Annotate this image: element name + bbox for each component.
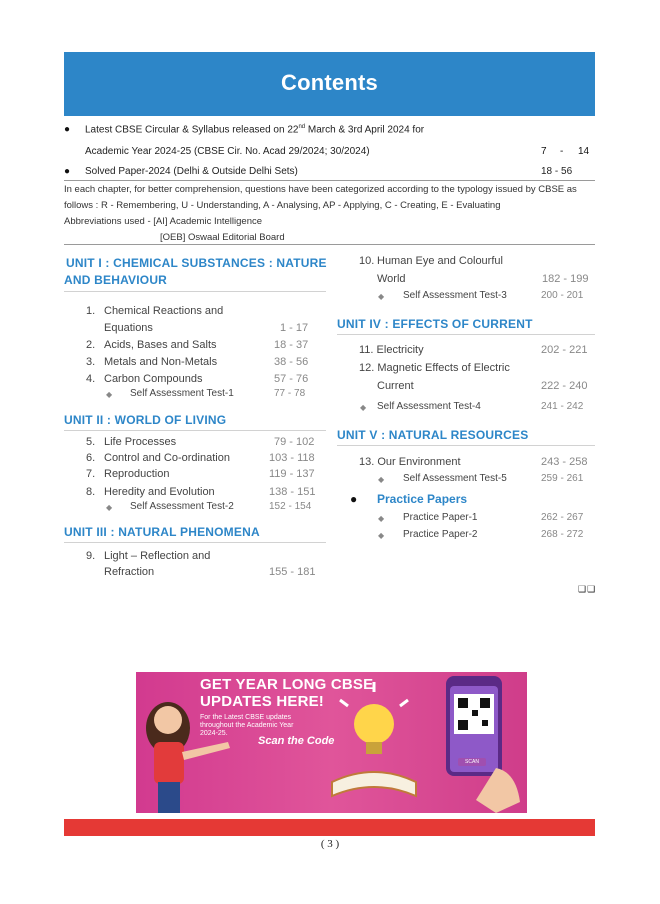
divider [64,180,595,181]
unit-rule [337,445,595,446]
chapter-10-title-line1: Human Eye and Colourful [377,255,503,267]
chapter-9-pages: 155 - 181 [269,566,316,578]
page-title: Contents [281,70,378,95]
chapter-1-pages: 1 - 17 [280,322,309,334]
chapter-9-title-line1: Light – Reflection and [104,550,211,562]
chapter-2-title: Acids, Bases and Salts [104,339,217,351]
practice-papers-heading: Practice Papers [377,492,468,506]
bullet-icon: ● [64,124,71,135]
self-assessment-test-2: Self Assessment Test-2 [130,501,234,512]
unit-4-heading: UNIT IV : EFFECTS OF CURRENT [337,317,533,331]
chapter-6-title: Control and Co-ordination [104,452,230,464]
self-assessment-test-2-pages: 152 - 154 [269,501,312,512]
self-assessment-test-5: Self Assessment Test-5 [403,473,507,484]
practice-paper-2-pages: 268 - 272 [541,529,584,540]
diamond-icon: ◆ [378,531,385,540]
chapter-11-title: 11. Electricity [359,344,424,356]
chapter-1-title-line1: Chemical Reactions and [104,305,224,317]
chapter-13-title: 13. Our Environment [359,456,461,468]
self-assessment-test-1-pages: 77 - 78 [274,388,306,399]
practice-paper-2: Practice Paper-2 [403,529,478,540]
circular-line-1: Latest CBSE Circular & Syllabus released on 22nd March & 3rd April 2024 for [85,124,425,136]
chapter-number: 2. [86,339,96,351]
chapter-6-pages: 103 - 118 [269,452,315,464]
page-number: ( 3 ) [320,838,340,850]
chapter-10-pages: 182 - 199 [542,273,589,285]
typology-note: In each chapter, for better comprehension, questions have been categorized according to the typology issued by CBSE as follows : R - Remembering, U - Understanding, A - Analysing, AP - Applying, C - Creating, E - Evaluating [64,184,577,211]
self-assessment-test-1: Self Assessment Test-1 [130,388,234,399]
diamond-icon: ◆ [378,292,385,301]
chapter-number: 4. [86,373,96,385]
unit-1-heading-line2: AND BEHAVIOUR [64,273,168,287]
chapter-8-title: Heredity and Evolution [104,486,215,498]
unit-rule [64,430,326,431]
bullet-icon: ● [64,166,71,177]
chapter-10-title-line2: World [377,273,406,285]
chapter-4-pages: 57 - 76 [274,373,309,385]
circular-page-dash: - [560,146,564,157]
unit-rule [64,542,326,543]
unit-3-heading: UNIT III : NATURAL PHENOMENA [64,525,260,539]
bullet-icon: ● [350,492,358,506]
chapter-12-title-line1: 12. Magnetic Effects of Electric [359,362,510,374]
diamond-icon: ◆ [106,503,113,512]
chapter-number: 5. [86,436,96,448]
oeb-line: [OEB] Oswaal Editorial Board [160,232,285,243]
chapter-number: 10. [359,255,375,267]
chapter-3-title: Metals and Non-Metals [104,356,218,368]
circular-page-end: 14 [578,146,590,157]
diamond-icon: ◆ [360,403,367,412]
chapter-7-title: Reproduction [104,468,170,480]
banner-subtitle: For the Latest CBSE updates throughout the Academic Year 2024-25. [200,714,294,737]
practice-paper-1-pages: 262 - 267 [541,512,584,523]
unit-2-heading: UNIT II : WORLD OF LIVING [64,413,227,427]
chapter-number: 9. [86,550,96,562]
chapter-number: 1. [86,305,96,317]
unit-rule [337,334,595,335]
diamond-icon: ◆ [378,475,385,484]
abbreviations-line: Abbreviations used - [AI] Academic Intelligence [64,216,263,227]
chapter-12-title-line2: Current [377,380,414,392]
footer-band [64,819,595,836]
chapter-number: 11. [359,344,374,356]
banner-title: GET YEAR LONG CBSE UPDATES HERE! [200,676,374,710]
self-assessment-test-5-pages: 259 - 261 [541,473,584,484]
scan-the-code-label: Scan the Code [258,735,335,747]
chapter-7-pages: 119 - 137 [269,468,315,480]
solved-paper-pages: 18 - 56 [541,166,573,177]
chapter-13-pages: 243 - 258 [541,456,588,468]
diamond-icon: ◆ [106,390,113,399]
chapter-number: 8. [86,486,96,498]
chapter-3-pages: 38 - 56 [274,356,309,368]
end-mark-icon: ❑❑ [578,584,597,594]
phone-qr-icon [436,672,526,813]
scan-button[interactable]: SCAN [458,758,486,766]
self-assessment-test-4: Self Assessment Test-4 [377,401,481,412]
unit-5-heading: UNIT V : NATURAL RESOURCES [337,428,529,442]
chapter-2-pages: 18 - 37 [274,339,309,351]
chapter-number: 13. [359,456,375,468]
contents-header [64,52,595,116]
cbse-updates-banner[interactable] [136,672,527,813]
practice-paper-1: Practice Paper-1 [403,512,478,523]
self-assessment-test-3: Self Assessment Test-3 [403,290,507,301]
chapter-12-pages: 222 - 240 [541,380,588,392]
chapter-number: 12. [359,362,375,374]
chapter-4-title: Carbon Compounds [104,373,203,385]
chapter-11-pages: 202 - 221 [541,344,588,356]
self-assessment-test-4-pages: 241 - 242 [541,401,584,412]
circular-line-2: Academic Year 2024-25 (CBSE Cir. No. Acad 29/2024; 30/2024) [85,146,370,157]
chapter-number: 6. [86,452,96,464]
chapter-number: 7. [86,468,96,480]
self-assessment-test-3-pages: 200 - 201 [541,290,584,301]
diamond-icon: ◆ [378,514,385,523]
chapter-9-title-line2: Refraction [104,566,155,578]
unit-rule [64,291,326,292]
unit-1-heading-line1: UNIT I : CHEMICAL SUBSTANCES : NATURE [66,256,327,270]
chapter-number: 3. [86,356,96,368]
chapter-1-title-line2: Equations [104,322,153,334]
solved-paper-line: Solved Paper-2024 (Delhi & Outside Delhi Sets) [85,166,298,177]
chapter-5-title: Life Processes [104,436,177,448]
divider [64,244,595,245]
chapter-5-pages: 79 - 102 [274,436,315,448]
chapter-8-pages: 138 - 151 [269,486,316,498]
circular-page-start: 7 [541,146,547,157]
